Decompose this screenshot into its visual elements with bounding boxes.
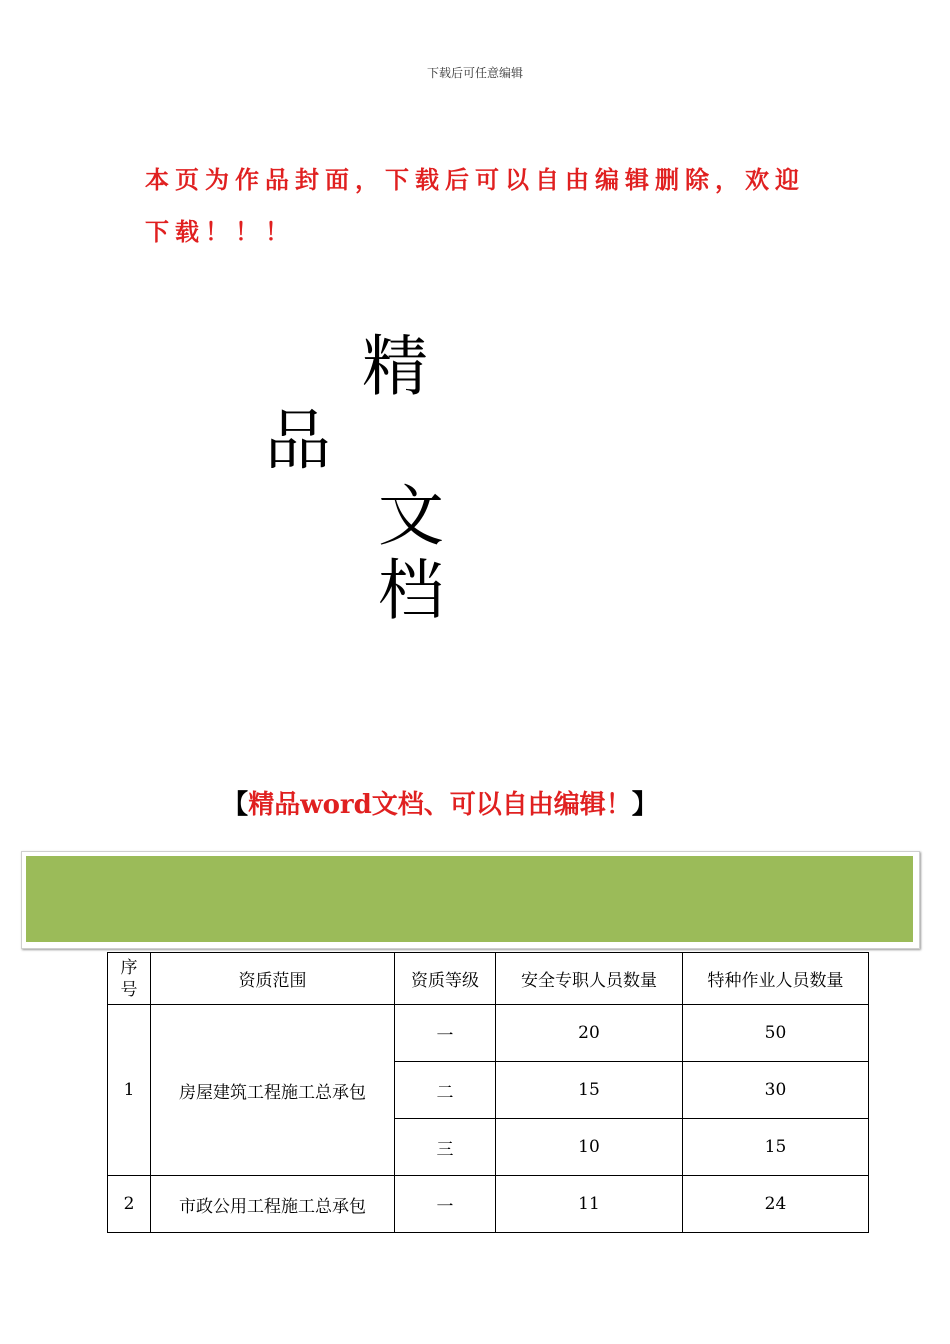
cell-grade: 三 bbox=[395, 1119, 496, 1176]
header-grade: 资质等级 bbox=[395, 953, 496, 1005]
promo-close-bracket: 】 bbox=[631, 790, 658, 820]
cell-special-count: 24 bbox=[683, 1176, 869, 1233]
green-banner-fill bbox=[26, 856, 913, 942]
cell-safety-count: 10 bbox=[496, 1119, 683, 1176]
title-char-pin: 品 bbox=[265, 402, 331, 479]
table-row bbox=[108, 1005, 869, 1062]
green-banner bbox=[21, 851, 920, 949]
cell-scope: 市政公用工程施工总承包 bbox=[151, 1176, 395, 1233]
qualification-table bbox=[107, 952, 869, 1233]
title-char-jing: 精 bbox=[362, 328, 428, 405]
cell-safety-count: 20 bbox=[496, 1005, 683, 1062]
header-seq-line1: 序 bbox=[120, 957, 138, 978]
cell-special-count: 50 bbox=[683, 1005, 869, 1062]
header-note: 下载后可任意编辑 bbox=[426, 66, 523, 80]
header-seq bbox=[108, 953, 151, 1005]
table-header-row bbox=[108, 953, 869, 1005]
cell-seq: 2 bbox=[108, 1176, 151, 1233]
title-char-dang: 档 bbox=[378, 552, 444, 629]
cell-safety-count: 15 bbox=[496, 1062, 683, 1119]
header-safety-staff: 安全专职人员数量 bbox=[496, 953, 683, 1005]
cell-special-count: 15 bbox=[683, 1119, 869, 1176]
promo-line bbox=[0, 784, 880, 821]
cell-grade: 一 bbox=[395, 1005, 496, 1062]
cell-grade: 二 bbox=[395, 1062, 496, 1119]
header-seq-line2: 号 bbox=[120, 979, 138, 1000]
cell-special-count: 30 bbox=[683, 1062, 869, 1119]
cell-safety-count: 11 bbox=[496, 1176, 683, 1233]
header-scope: 资质范围 bbox=[151, 953, 395, 1005]
cell-seq: 1 bbox=[108, 1005, 151, 1176]
cell-scope: 房屋建筑工程施工总承包 bbox=[151, 1005, 395, 1176]
header-special-staff: 特种作业人员数量 bbox=[683, 953, 869, 1005]
promo-text: 精品word文档、可以自由编辑！ bbox=[248, 790, 632, 820]
table-row bbox=[108, 1176, 869, 1233]
title-char-wen: 文 bbox=[378, 478, 444, 555]
cell-grade: 一 bbox=[395, 1176, 496, 1233]
cover-notice: 本页为作品封面，下载后可以自由编辑删除，欢迎下载！！！ bbox=[145, 166, 805, 246]
promo-open-bracket: 【 bbox=[222, 790, 249, 820]
